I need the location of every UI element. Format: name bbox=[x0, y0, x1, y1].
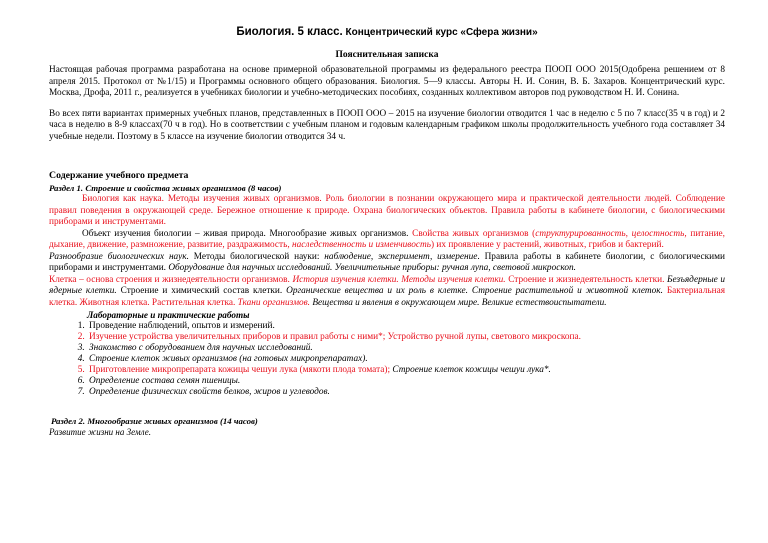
section-1-heading: Раздел 1. Строение и свойства живых организмов (8 часов) bbox=[49, 183, 282, 193]
text-span: Методы биологической науки: bbox=[188, 251, 325, 262]
section-2-first-line: Развитие жизни на Земле. bbox=[49, 427, 151, 437]
list-item-text: Строение клеток кожицы чешуи лука*. bbox=[390, 365, 551, 375]
list-item-text: Определение физических свойств белков, жиров и углеводов. bbox=[89, 387, 330, 397]
list-item bbox=[87, 387, 725, 398]
list-item-text: Определение состава семян пшеницы. bbox=[89, 376, 241, 386]
text-span: наблюдение, эксперимент, измерение bbox=[324, 251, 478, 262]
text-span: наследственность и изменчивость bbox=[292, 240, 431, 250]
text-span: Безъядерные и ядерные клетки. bbox=[49, 274, 725, 296]
content-heading: Содержание учебного предмета bbox=[49, 170, 189, 181]
list-item bbox=[87, 365, 725, 376]
text-span: Ткани организмов. bbox=[237, 297, 311, 308]
intro-paragraph-2: Во всех пяти вариантах примерных учебных планов, представленных в ПООП ООО – 2015 на изучение биологии отводится 1 час в неделю с 5 по 7 класс(35 ч в год) и 2 часа в неделю в 8-9 классах(70 ч в год). Но в соответствии с учебным планом и годовым календарным графиком школы продолжительность учебного года составляет 34 учебные недели. Поэтому в 5 классе на изучение биологии отводится 34 ч. bbox=[49, 108, 725, 142]
list-item bbox=[87, 343, 725, 354]
list-item bbox=[87, 321, 725, 332]
list-item-text: Знакомство с оборудованием для научных исследований. bbox=[89, 343, 313, 353]
intro-paragraph-1: Настоящая рабочая программа разработана на основе примерной образовательной программы из федерального реестра ПООП ООО 2015(Одобрена решением от 8 апреля 2015. Протокол от №1/15) и Программы основного общего образования. Биология. 5—9 классы. Авторы Н. И. Сонин, В. Б. Захаров. Концентрический курс. Москва, Дрофа, 2011 г., реализуется в учебниках биологии и учебно-методических пособиях, созданных коллективом авторов под руководством Н. И. Сонина. bbox=[49, 65, 725, 98]
text-span: структурированность, целостность, bbox=[535, 228, 687, 239]
section-subtitle: Пояснительная записка bbox=[335, 50, 439, 60]
object-of-study-paragraph bbox=[49, 229, 725, 252]
text-span: Бактериальная клетка. Животная клетка. Растительная клетка. bbox=[49, 286, 725, 308]
cell-paragraph bbox=[49, 275, 725, 310]
list-item bbox=[87, 376, 725, 387]
text-span: Органические вещества и их роль в клетке. Строение растительной и животной клеток. bbox=[286, 286, 663, 296]
text-span: питание, дыхание, движение, размножение, развитие, раздражимость, bbox=[49, 228, 725, 250]
title-course: Концентрический курс «Сфера жизни» bbox=[342, 27, 538, 38]
section-2-heading: Раздел 2. Многообразие живых организмов (14 часов) bbox=[51, 416, 258, 426]
document-page bbox=[49, 26, 725, 437]
list-item-text: Приготовление микропрепарата кожицы чешуи лука (мякоти плода томата); bbox=[89, 365, 391, 375]
list-item bbox=[87, 354, 725, 365]
text-span: Строение и жизнедеятельность клетки. bbox=[505, 274, 668, 285]
text-span: Разнообразие биологических наук. bbox=[49, 251, 189, 262]
title-main: Биология. 5 класс. bbox=[236, 26, 343, 38]
text-span: Свойства живых организмов ( bbox=[412, 228, 536, 239]
text-span: История изучения клетки. Методы изучения клетки. bbox=[292, 274, 506, 285]
list-item-text: Устройство ручной лупы, светового микроскопа. bbox=[385, 332, 581, 342]
biology-science-paragraph: Биология как наука. Методы изучения живых организмов. Роль биологии в познании окружающего мира и практической деятельности людей. Соблюдение правил поведения в окружающей среде. Бережное отношение к природе. Охрана биологических объектов. Правила работы в кабинете биологии, с биологическими приборами и инструментами. bbox=[49, 194, 725, 227]
list-item bbox=[87, 332, 725, 343]
text-span: Клетка – основа строения и жизнедеятельности организмов. bbox=[49, 274, 293, 285]
list-item-text: Изучение устройства увеличительных приборов и правил работы с ними*; bbox=[89, 332, 386, 342]
labs-list bbox=[49, 321, 725, 398]
text-span: Оборудование для научных исследований. Увеличительные приборы: ручная лупа, световой микроскоп. bbox=[168, 263, 576, 273]
labs-heading: Лабораторные и практические работы bbox=[87, 310, 250, 320]
text-span: . Правила работы в кабинете биологии, с биологическими приборами и инструментами. bbox=[49, 251, 725, 273]
document-title bbox=[49, 26, 725, 38]
text-span: Вещества и явления в окружающем мире. Великие естествоиспытатели. bbox=[310, 297, 607, 308]
text-span: ) их проявление у растений, животных, грибов и бактерий. bbox=[430, 240, 664, 250]
list-item-text: Строение клеток живых организмов (на готовых микропрепаратах). bbox=[89, 354, 368, 364]
sciences-diversity-paragraph bbox=[49, 252, 725, 275]
text-span: Строение и химический состав клетки. bbox=[116, 286, 287, 296]
list-item-text: Проведение наблюдений, опытов и измерений. bbox=[89, 321, 275, 331]
text-span: Объект изучения биологии – живая природа. Многообразие живых организмов. bbox=[82, 228, 413, 239]
